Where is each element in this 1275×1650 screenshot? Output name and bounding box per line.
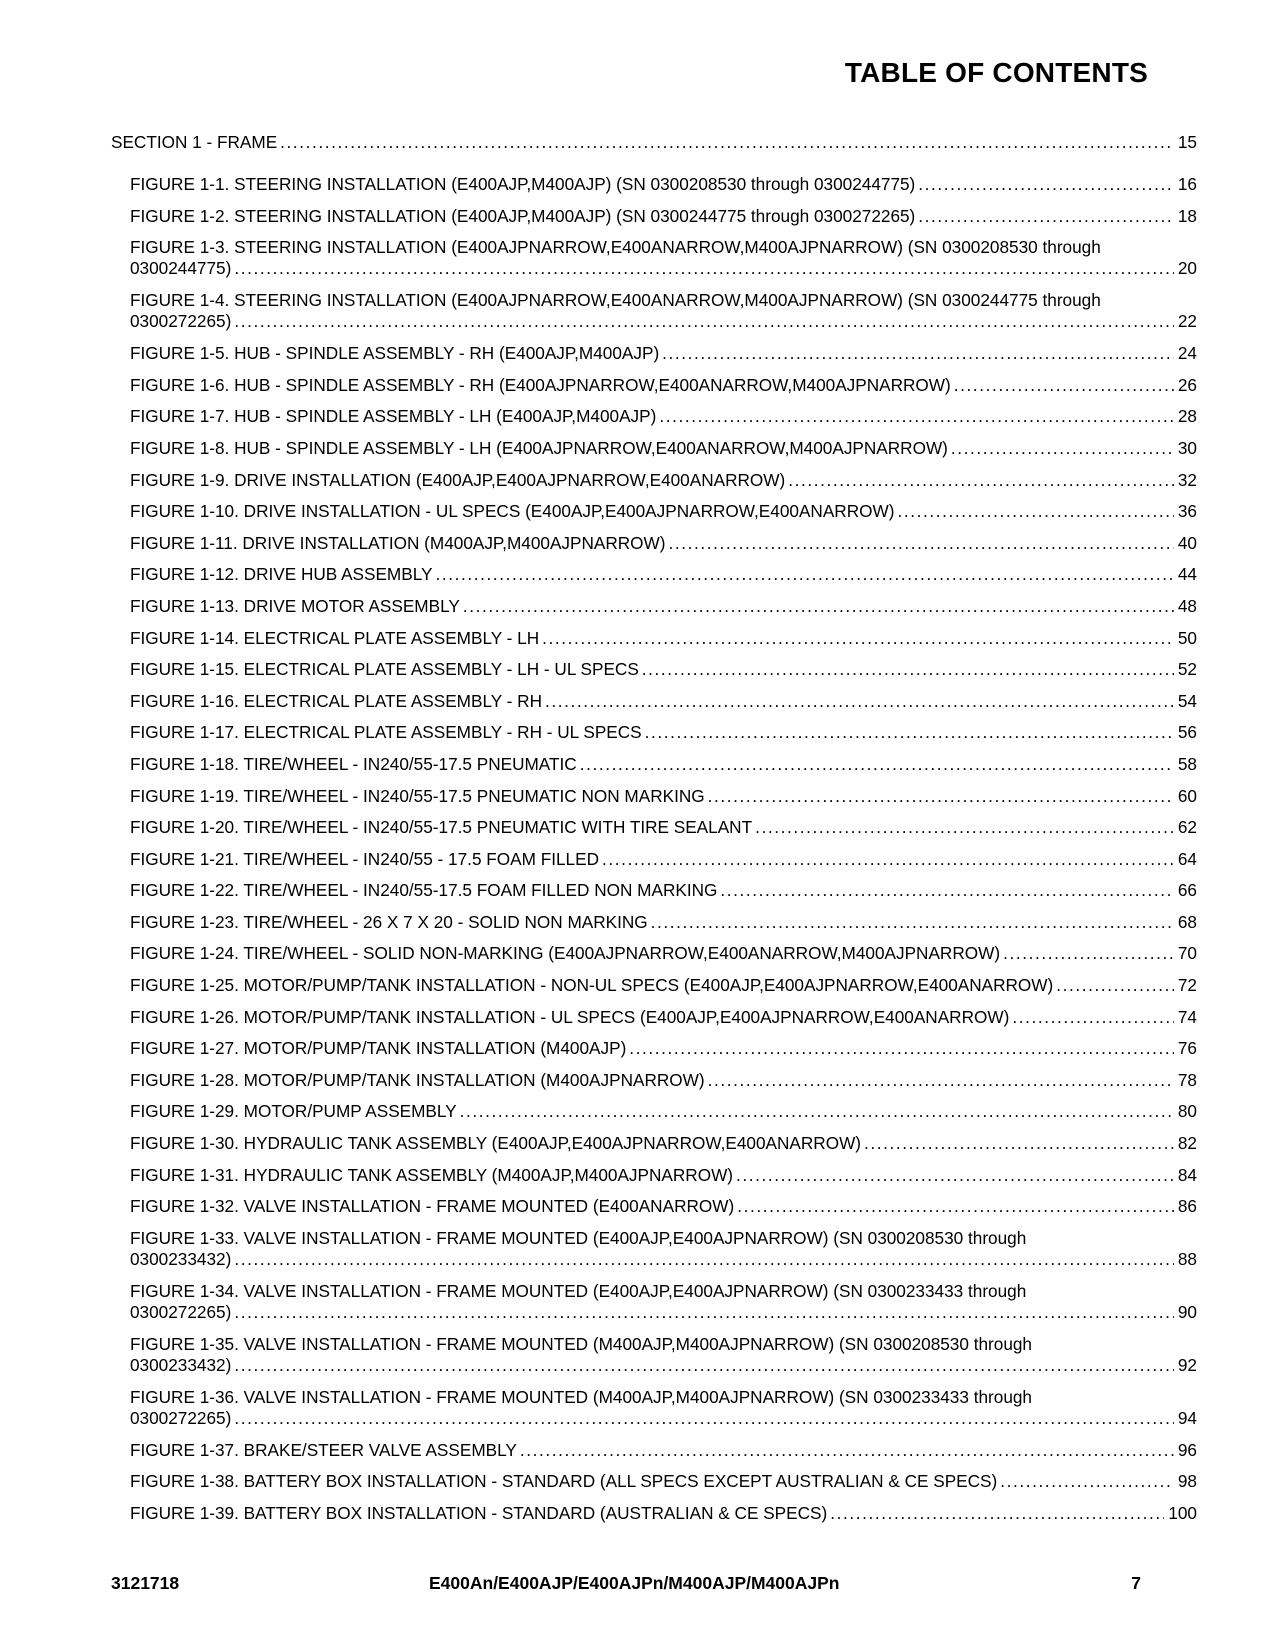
toc-figure-title: FIGURE 1-15. ELECTRICAL PLATE ASSEMBLY - LH - UL SPECS — [130, 659, 639, 680]
toc-figure-entry[interactable] — [111, 470, 1197, 502]
toc-leader-dots — [788, 470, 1174, 491]
toc-figure-title: FIGURE 1-29. MOTOR/PUMP ASSEMBLY — [130, 1101, 457, 1122]
toc-figure-title: 0300233432) — [130, 1354, 232, 1375]
toc-page-number: 54 — [1177, 690, 1197, 711]
toc-page-number: 100 — [1168, 1503, 1197, 1523]
toc-figure-entry[interactable] — [111, 1228, 1197, 1281]
toc-leader-dots — [755, 817, 1174, 838]
toc-figure-title: FIGURE 1-25. MOTOR/PUMP/TANK INSTALLATION - NON-UL SPECS (E400AJP,E400AJPNARROW,E400ANARROW) — [130, 975, 1054, 996]
toc-page-number: 28 — [1177, 406, 1197, 427]
toc-leader-dots — [1000, 1471, 1174, 1492]
toc-figure-entry[interactable] — [111, 406, 1197, 438]
toc-leader-dots — [460, 1101, 1174, 1122]
toc-figure-title-line1: FIGURE 1-34. VALVE INSTALLATION - FRAME MOUNTED (E400AJP,E400AJPNARROW) (SN 0300233433 through — [130, 1280, 1027, 1301]
toc-figure-title: 0300244775) — [130, 258, 232, 279]
toc-leader-dots — [645, 722, 1174, 743]
toc-figure-title: FIGURE 1-8. HUB - SPINDLE ASSEMBLY - LH (E400AJPNARROW,E400ANARROW,M400AJPNARROW) — [130, 437, 948, 458]
toc-page-number: 90 — [1177, 1301, 1197, 1322]
toc-figure-title: FIGURE 1-14. ELECTRICAL PLATE ASSEMBLY - LH — [130, 627, 540, 648]
toc-page-number: 62 — [1177, 817, 1197, 838]
toc-page-number: 82 — [1177, 1133, 1197, 1154]
toc-leader-dots — [708, 1070, 1174, 1091]
toc-figure-entry[interactable] — [111, 1038, 1197, 1070]
toc-figure-entry[interactable] — [111, 438, 1197, 470]
toc-page-number: 56 — [1177, 722, 1197, 743]
toc-leader-dots — [642, 659, 1174, 680]
toc-figure-title-line1: FIGURE 1-4. STEERING INSTALLATION (E400AJPNARROW,E400ANARROW,M400AJPNARROW) (SN 0300244775 through — [130, 290, 1101, 311]
toc-leader-dots — [1012, 1007, 1174, 1028]
toc-figure-entry[interactable] — [111, 943, 1197, 975]
toc-figure-title: FIGURE 1-10. DRIVE INSTALLATION - UL SPECS (E400AJP,E400AJPNARROW,E400ANARROW) — [130, 501, 895, 522]
toc-leader-dots — [897, 501, 1173, 522]
toc-page-number: 76 — [1177, 1038, 1197, 1059]
toc-page-number: 44 — [1177, 564, 1197, 585]
toc-page-number: 96 — [1177, 1439, 1197, 1460]
toc-leader-dots — [580, 754, 1174, 775]
toc-section-label: SECTION 1 - FRAME — [111, 132, 278, 152]
toc-leader-dots — [951, 438, 1174, 459]
toc-figure-title: FIGURE 1-16. ELECTRICAL PLATE ASSEMBLY - RH — [130, 690, 542, 711]
toc-leader-dots — [463, 596, 1174, 617]
toc-leader-dots — [830, 1503, 1164, 1524]
toc-figure-entry[interactable] — [111, 754, 1197, 786]
toc-page-number: 18 — [1177, 205, 1197, 226]
toc-leader-dots — [629, 1038, 1174, 1059]
toc-page-number: 48 — [1177, 595, 1197, 616]
toc-figure-entry[interactable] — [111, 1196, 1197, 1228]
toc-figure-entry[interactable] — [111, 533, 1197, 565]
toc-figure-title: FIGURE 1-11. DRIVE INSTALLATION (M400AJP,M400AJPNARROW) — [130, 532, 666, 553]
toc-figure-entry[interactable] — [111, 628, 1197, 660]
toc-figure-entry[interactable] — [111, 1471, 1197, 1503]
toc-figure-title: FIGURE 1-26. MOTOR/PUMP/TANK INSTALLATION - UL SPECS (E400AJP,E400AJPNARROW,E400ANARROW) — [130, 1006, 1010, 1027]
toc-page-number: 32 — [1177, 469, 1197, 490]
toc-page-number: 20 — [1177, 258, 1197, 279]
toc-figure-title: FIGURE 1-39. BATTERY BOX INSTALLATION - STANDARD (AUSTRALIAN & CE SPECS) — [130, 1503, 828, 1523]
toc-leader-dots — [1003, 943, 1174, 964]
toc-figure-entry[interactable] — [111, 174, 1197, 206]
toc-page-number: 64 — [1177, 848, 1197, 869]
toc-figure-entry[interactable] — [111, 1070, 1197, 1102]
toc-leader-dots — [280, 132, 1174, 153]
toc-page-number: 40 — [1177, 532, 1197, 553]
toc-leader-dots — [234, 1355, 1174, 1376]
toc-figure-entry[interactable] — [111, 237, 1197, 290]
toc-figure-title: FIGURE 1-37. BRAKE/STEER VALVE ASSEMBLY — [130, 1439, 517, 1460]
toc-page-number: 92 — [1177, 1354, 1197, 1375]
toc-figure-entry[interactable] — [111, 1440, 1197, 1472]
toc-page-number: 30 — [1177, 437, 1197, 458]
toc-figure-entry[interactable] — [111, 1007, 1197, 1039]
toc-figure-title: FIGURE 1-20. TIRE/WHEEL - IN240/55-17.5 PNEUMATIC WITH TIRE SEALANT — [130, 817, 753, 838]
toc-page-number: 84 — [1177, 1164, 1197, 1185]
toc-leader-dots — [520, 1440, 1174, 1461]
toc-leader-dots — [918, 174, 1174, 195]
toc-figure-title: FIGURE 1-23. TIRE/WHEEL - 26 X 7 X 20 - SOLID NON MARKING — [130, 911, 648, 932]
toc-page-number: 66 — [1177, 880, 1197, 901]
toc-figure-entry[interactable] — [111, 375, 1197, 407]
toc-figure-title: 0300272265) — [130, 1301, 232, 1322]
toc-leader-dots — [234, 1408, 1174, 1429]
toc-figure-title: FIGURE 1-22. TIRE/WHEEL - IN240/55-17.5 FOAM FILLED NON MARKING — [130, 880, 718, 901]
toc-page-number: 36 — [1177, 501, 1197, 522]
toc-figure-entry[interactable] — [111, 343, 1197, 375]
toc-page-number: 94 — [1177, 1407, 1197, 1428]
toc-page-number: 98 — [1177, 1471, 1197, 1492]
toc-leader-dots — [736, 1165, 1174, 1186]
toc-figure-title-line1: FIGURE 1-35. VALVE INSTALLATION - FRAME MOUNTED (M400AJP,M400AJPNARROW) (SN 0300208530 through — [130, 1333, 1032, 1354]
toc-figure-title: FIGURE 1-12. DRIVE HUB ASSEMBLY — [130, 564, 433, 585]
toc-figure-title: FIGURE 1-31. HYDRAULIC TANK ASSEMBLY (M400AJP,M400AJPNARROW) — [130, 1164, 734, 1185]
toc-figure-entry[interactable] — [111, 290, 1197, 343]
toc-page-number: 58 — [1177, 753, 1197, 774]
toc-page-number: 74 — [1177, 1006, 1197, 1027]
toc-figure-entry[interactable] — [111, 722, 1197, 754]
toc-figure-title: 0300272265) — [130, 1407, 232, 1428]
toc-figure-list — [111, 174, 1197, 1535]
toc-leader-dots — [708, 786, 1174, 807]
toc-leader-dots — [651, 912, 1174, 933]
toc-leader-dots — [435, 564, 1173, 585]
toc-page-number: 86 — [1177, 1196, 1197, 1217]
toc-page-number: 24 — [1177, 343, 1197, 364]
toc-figure-title: FIGURE 1-24. TIRE/WHEEL - SOLID NON-MARKING (E400AJPNARROW,E400ANARROW,M400AJPNARROW) — [130, 943, 1001, 964]
toc-page-number: 50 — [1177, 627, 1197, 648]
toc-figure-entry[interactable] — [111, 501, 1197, 533]
toc-figure-title: FIGURE 1-7. HUB - SPINDLE ASSEMBLY - LH (E400AJP,M400AJP) — [130, 406, 657, 427]
toc-figure-entry[interactable] — [111, 691, 1197, 723]
toc-figure-entry[interactable] — [111, 1281, 1197, 1334]
toc-figure-title: FIGURE 1-6. HUB - SPINDLE ASSEMBLY - RH (E400AJPNARROW,E400ANARROW,M400AJPNARROW) — [130, 374, 951, 395]
toc-figure-entry[interactable] — [111, 817, 1197, 849]
toc-figure-title: FIGURE 1-5. HUB - SPINDLE ASSEMBLY - RH (E400AJP,M400AJP) — [130, 343, 660, 364]
toc-figure-entry[interactable] — [111, 912, 1197, 944]
toc-figure-title: FIGURE 1-13. DRIVE MOTOR ASSEMBLY — [130, 595, 460, 616]
toc-figure-title: FIGURE 1-32. VALVE INSTALLATION - FRAME MOUNTED (E400ANARROW) — [130, 1196, 735, 1217]
toc-leader-dots — [659, 406, 1174, 427]
toc-leader-dots — [918, 206, 1174, 227]
toc-page-number: 68 — [1177, 911, 1197, 932]
toc-figure-entry[interactable] — [111, 206, 1197, 238]
toc-figure-title: FIGURE 1-1. STEERING INSTALLATION (E400AJP,M400AJP) (SN 0300208530 through 0300244775) — [130, 174, 916, 194]
toc-leader-dots — [737, 1196, 1174, 1217]
toc-figure-entry[interactable] — [111, 880, 1197, 912]
toc-leader-dots — [669, 533, 1174, 554]
toc-page-number: 22 — [1177, 311, 1197, 332]
toc-figure-entry[interactable] — [111, 659, 1197, 691]
page-title: TABLE OF CONTENTS — [844, 57, 1148, 88]
toc-figure-title: 0300272265) — [130, 311, 232, 332]
toc-figure-entry[interactable] — [111, 1387, 1197, 1440]
toc-leader-dots — [542, 628, 1174, 649]
footer-models: E400An/E400AJP/E400AJPn/M400AJP/M400AJPn — [429, 1573, 840, 1593]
toc-figure-title: 0300233432) — [130, 1248, 232, 1269]
toc-section-entry[interactable] — [111, 132, 1197, 174]
toc-figure-title: FIGURE 1-30. HYDRAULIC TANK ASSEMBLY (E400AJP,E400AJPNARROW,E400ANARROW) — [130, 1133, 862, 1154]
toc-figure-title: FIGURE 1-18. TIRE/WHEEL - IN240/55-17.5 PNEUMATIC — [130, 753, 577, 774]
toc-page-number: 80 — [1177, 1101, 1197, 1122]
toc-page-number: 26 — [1177, 374, 1197, 395]
toc-page-number: 60 — [1177, 785, 1197, 806]
toc-figure-entry[interactable] — [111, 1133, 1197, 1165]
toc-page-number: 72 — [1177, 975, 1197, 996]
toc-figure-entry[interactable] — [111, 786, 1197, 818]
toc-figure-entry[interactable] — [111, 849, 1197, 881]
toc-leader-dots — [234, 258, 1174, 279]
toc-figure-title: FIGURE 1-38. BATTERY BOX INSTALLATION - STANDARD (ALL SPECS EXCEPT AUSTRALIAN & CE SPECS) — [130, 1471, 998, 1492]
toc-figure-title-line1: FIGURE 1-36. VALVE INSTALLATION - FRAME MOUNTED (M400AJP,M400AJPNARROW) (SN 0300233433 through — [130, 1386, 1032, 1407]
toc-leader-dots — [602, 849, 1174, 870]
toc-leader-dots — [234, 1302, 1174, 1323]
toc-figure-title: FIGURE 1-27. MOTOR/PUMP/TANK INSTALLATION (M400AJP) — [130, 1038, 627, 1059]
toc-leader-dots — [545, 691, 1174, 712]
toc-leader-dots — [662, 343, 1174, 364]
toc-page-number: 88 — [1177, 1248, 1197, 1269]
toc-page-number: 78 — [1177, 1069, 1197, 1090]
toc-page-number: 16 — [1177, 174, 1197, 194]
footer-page-number: 7 — [1131, 1573, 1141, 1593]
toc-figure-entry[interactable] — [111, 564, 1197, 596]
toc-leader-dots — [234, 1249, 1174, 1270]
toc-figure-title-line1: FIGURE 1-33. VALVE INSTALLATION - FRAME MOUNTED (E400AJP,E400AJPNARROW) (SN 0300208530 through — [130, 1227, 1027, 1248]
toc-page-number: 70 — [1177, 943, 1197, 964]
table-of-contents — [111, 132, 1197, 1535]
toc-leader-dots — [954, 375, 1174, 396]
toc-figure-entry[interactable] — [111, 1334, 1197, 1387]
footer-doc-number: 3121718 — [111, 1573, 180, 1593]
toc-page-number: 15 — [1177, 132, 1197, 152]
toc-figure-title: FIGURE 1-17. ELECTRICAL PLATE ASSEMBLY - RH - UL SPECS — [130, 722, 642, 743]
toc-figure-entry[interactable] — [111, 596, 1197, 628]
toc-figure-entry[interactable] — [111, 1503, 1197, 1535]
toc-figure-title-line1: FIGURE 1-3. STEERING INSTALLATION (E400AJPNARROW,E400ANARROW,M400AJPNARROW) (SN 0300208530 through — [130, 237, 1101, 258]
toc-figure-entry[interactable] — [111, 1165, 1197, 1197]
toc-page-number: 52 — [1177, 659, 1197, 680]
toc-figure-entry[interactable] — [111, 1101, 1197, 1133]
toc-figure-title: FIGURE 1-2. STEERING INSTALLATION (E400AJP,M400AJP) (SN 0300244775 through 0300272265) — [130, 205, 916, 226]
toc-leader-dots — [234, 311, 1174, 332]
toc-figure-title: FIGURE 1-19. TIRE/WHEEL - IN240/55-17.5 PNEUMATIC NON MARKING — [130, 785, 705, 806]
toc-leader-dots — [1056, 975, 1174, 996]
toc-leader-dots — [720, 880, 1173, 901]
toc-figure-title: FIGURE 1-28. MOTOR/PUMP/TANK INSTALLATION (M400AJPNARROW) — [130, 1069, 705, 1090]
toc-figure-title: FIGURE 1-9. DRIVE INSTALLATION (E400AJP,E400AJPNARROW,E400ANARROW) — [130, 469, 786, 490]
toc-figure-entry[interactable] — [111, 975, 1197, 1007]
toc-figure-title: FIGURE 1-21. TIRE/WHEEL - IN240/55 - 17.5 FOAM FILLED — [130, 848, 599, 869]
toc-leader-dots — [864, 1133, 1174, 1154]
